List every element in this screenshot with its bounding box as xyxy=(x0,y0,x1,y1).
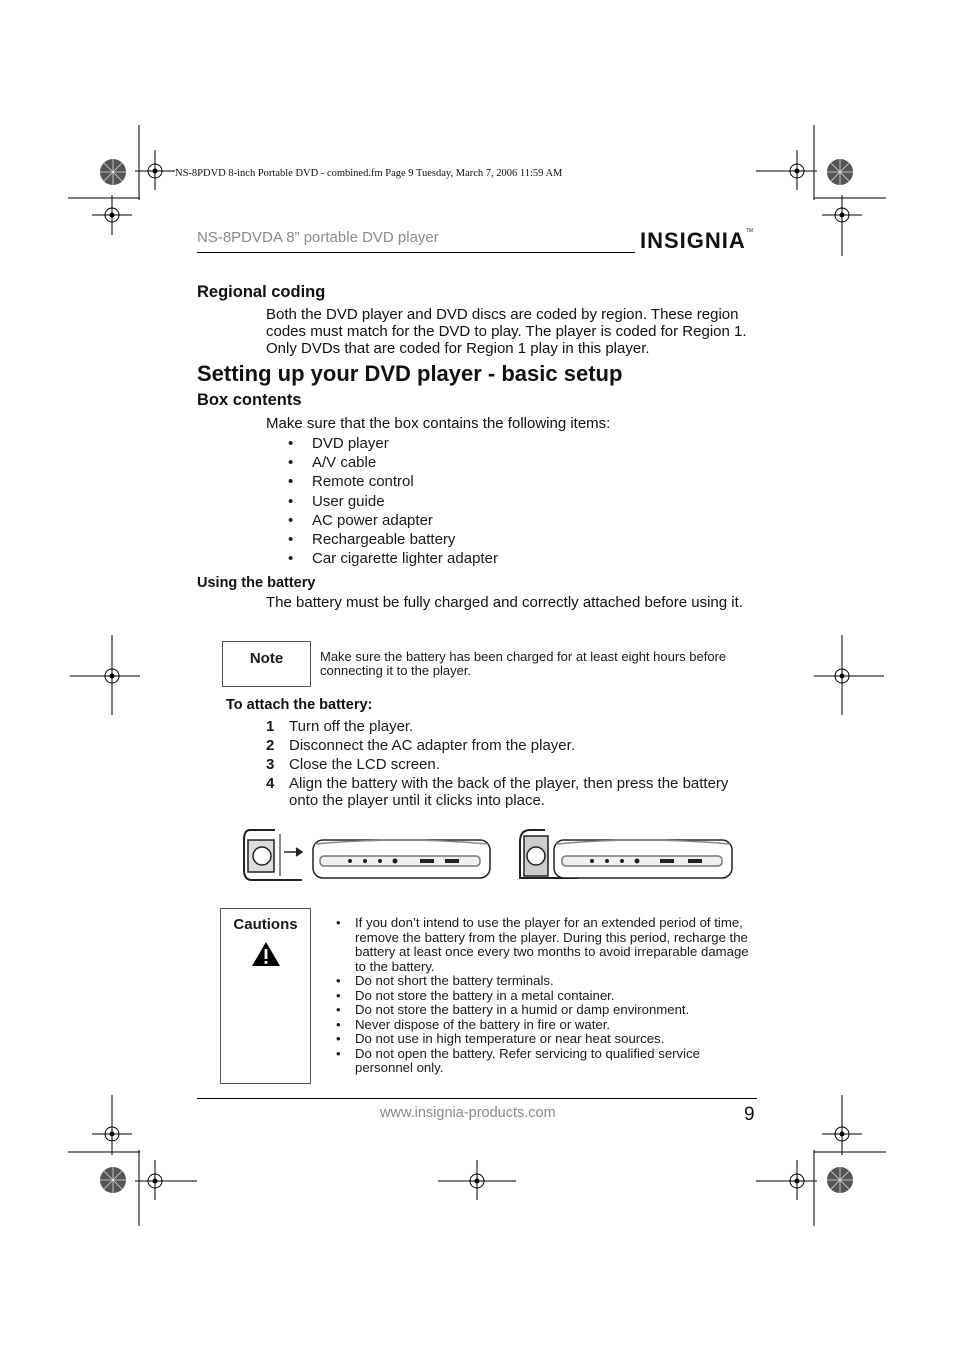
step-text: Turn off the player. xyxy=(289,718,414,735)
note-text: Make sure the battery has been charged for at least eight hours before connecting it to the player. xyxy=(320,649,727,678)
caution-item xyxy=(334,1047,749,1076)
attach-battery-heading: To attach the battery: xyxy=(226,697,373,713)
caution-item xyxy=(334,1032,749,1047)
cautions-label: Cautions xyxy=(233,916,298,933)
regional-coding-heading: Regional coding xyxy=(197,283,326,301)
step-item xyxy=(266,718,756,735)
warning-triangle-icon xyxy=(251,941,281,967)
step-text: Disconnect the AC adapter from the player. xyxy=(289,737,575,754)
bullet: • xyxy=(288,492,294,510)
using-battery-text: The battery must be fully charged and correctly attached before using it. xyxy=(266,594,743,611)
bullet: • xyxy=(288,473,294,491)
item-text: Car cigarette lighter adapter xyxy=(312,550,498,568)
using-battery-heading: Using the battery xyxy=(197,575,316,591)
battery-attach-illustration xyxy=(240,822,740,888)
bullet: • xyxy=(336,1031,341,1046)
caution-text: Do not open the battery. Refer servicing to qualified service personnel only. xyxy=(355,1045,701,1075)
list-item xyxy=(266,549,498,568)
regional-coding-text: Both the DVD player and DVD discs are coded by region. These region codes must match for the DVD to play. The player is coded for Region 1. Only DVDs that are coded for Region 1 play in this player. xyxy=(266,306,747,357)
caution-item xyxy=(334,916,749,974)
bullet: • xyxy=(336,915,341,930)
step-number: 4 xyxy=(266,775,275,792)
step-text: Align the battery with the back of the player, then press the battery onto the player until it clicks into place. xyxy=(289,775,729,809)
caution-item xyxy=(334,1003,749,1018)
logo-trademark: TM xyxy=(745,228,754,234)
item-text: DVD player xyxy=(312,435,389,452)
item-text: Remote control xyxy=(312,473,414,491)
insignia-logo xyxy=(640,228,760,260)
item-text: User guide xyxy=(312,492,385,510)
footer-url: www.insignia-products.com xyxy=(380,1105,556,1121)
box-contents-list xyxy=(266,434,498,568)
list-item xyxy=(266,434,498,453)
bullet: • xyxy=(336,973,341,988)
bullet: • xyxy=(288,511,294,529)
footer-rule xyxy=(197,1098,757,1099)
caution-text: Do not use in high temperature or near heat sources. xyxy=(355,1031,665,1046)
caution-text: Do not store the battery in a humid or damp environment. xyxy=(355,1002,690,1017)
caution-text: Do not store the battery in a metal container. xyxy=(355,987,615,1003)
header-rule xyxy=(197,252,635,253)
cautions-list xyxy=(334,916,749,1076)
bullet: • xyxy=(288,454,294,472)
item-text: AC power adapter xyxy=(312,511,433,529)
list-item xyxy=(266,472,498,491)
caution-text: Never dispose of the battery in fire or water. xyxy=(355,1016,611,1032)
print-info-line: NS-8PDVD 8-inch Portable DVD - combined.fm Page 9 Tuesday, March 7, 2006 11:59 AM xyxy=(175,168,563,179)
caution-item xyxy=(334,989,749,1004)
bullet: • xyxy=(336,1016,341,1032)
caution-item xyxy=(334,974,749,989)
caution-text: Do not short the battery terminals. xyxy=(355,973,554,988)
step-item xyxy=(266,775,756,809)
attach-steps-list xyxy=(266,718,756,811)
note-box xyxy=(222,641,311,687)
logo-text: INSIGNIA xyxy=(640,228,746,253)
caution-item xyxy=(334,1018,749,1033)
list-item xyxy=(266,511,498,530)
step-number: 1 xyxy=(266,718,275,735)
box-contents-intro: Make sure that the box contains the following items: xyxy=(266,415,611,432)
item-text: Rechargeable battery xyxy=(312,530,456,548)
page-number: 9 xyxy=(744,1104,755,1125)
note-label: Note xyxy=(249,650,284,667)
cautions-box xyxy=(220,908,311,1084)
step-number: 2 xyxy=(266,737,275,754)
item-text: A/V cable xyxy=(312,454,377,472)
step-number: 3 xyxy=(266,756,275,773)
step-text: Close the LCD screen. xyxy=(289,756,440,773)
bullet: • xyxy=(288,530,294,548)
step-item xyxy=(266,756,756,773)
header-title: NS-8PDVDA 8” portable DVD player xyxy=(197,229,439,246)
bullet: • xyxy=(288,435,294,452)
list-item xyxy=(266,453,498,472)
caution-text: If you don’t intend to use the player for an extended period of time, remove the battery from the player. During this period, recharge the battery at least once every two months to avoid irreparable damage to the battery. xyxy=(355,915,749,974)
bullet: • xyxy=(336,987,341,1003)
step-item xyxy=(266,737,756,754)
list-item xyxy=(266,530,498,549)
box-contents-heading: Box contents xyxy=(197,391,302,409)
list-item xyxy=(266,492,498,511)
setup-heading: Setting up your DVD player - basic setup xyxy=(197,361,623,386)
bullet: • xyxy=(288,550,294,568)
bullet: • xyxy=(336,1045,341,1061)
bullet: • xyxy=(336,1002,341,1017)
